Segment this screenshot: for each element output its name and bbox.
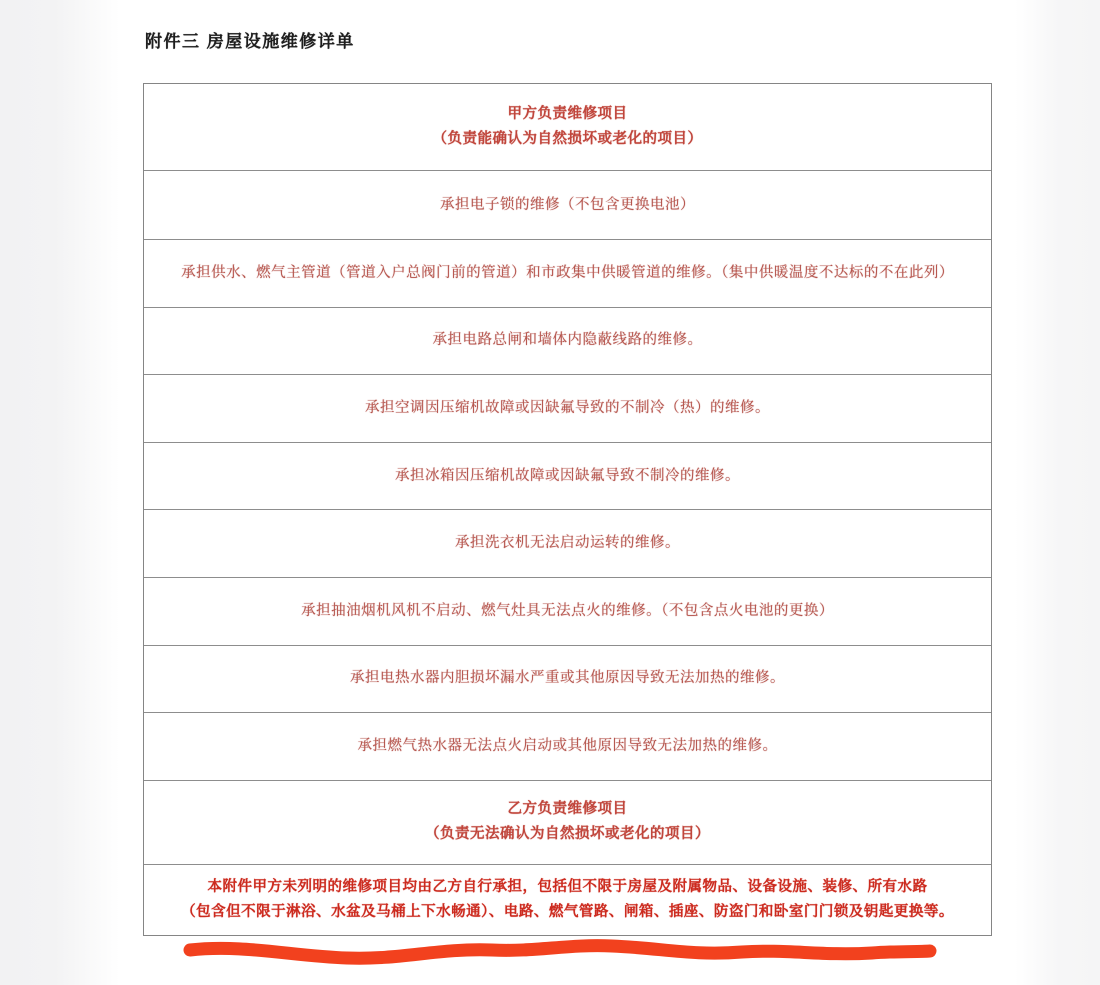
table-row — [144, 442, 991, 510]
red-marker-underline-icon — [182, 936, 938, 970]
maintenance-table — [143, 83, 992, 936]
table-row — [144, 645, 991, 713]
row-text: 承担电热水器内胆损坏漏水严重或其他原因导致无法加热的维修。 — [350, 670, 785, 687]
table-row — [144, 307, 991, 375]
table-row — [144, 577, 991, 645]
row-text: 承担电子锁的维修（不包含更换电池） — [440, 196, 695, 213]
table-row-footer-note — [144, 864, 991, 935]
table-row — [144, 374, 991, 442]
page-title: 附件三 房屋设施维修详单 — [145, 32, 355, 51]
table-row — [144, 509, 991, 577]
table-row — [144, 239, 991, 307]
row-text: 承担冰箱因压缩机故障或因缺氟导致不制冷的维修。 — [395, 467, 740, 484]
row-text: 承担抽油烟机风机不启动、燃气灶具无法点火的维修。（不包含点火电池的更换） — [301, 602, 834, 619]
row-text: 承担洗衣机无法启动运转的维修。 — [455, 535, 680, 552]
row-text: 承担燃气热水器无法点火启动或其他原因导致无法加热的维修。 — [357, 737, 778, 754]
table-row-party-a-header — [144, 84, 991, 170]
row-text: （包含但不限于淋浴、水盆及马桶上下水畅通）、电路、燃气管路、闸箱、插座、防盗门和卧室门门锁及钥匙更换等。 — [181, 903, 954, 920]
row-text: （负责无法确认为自然损坏或老化的项目） — [425, 826, 710, 843]
row-text: 承担空调因压缩机故障或因缺氟导致的不制冷（热）的维修。 — [365, 399, 770, 416]
row-text: 本附件甲方未列明的维修项目均由乙方自行承担，包括但不限于房屋及附属物品、设备设施、装修、所有水路 — [207, 878, 928, 895]
row-text: 甲方负责维修项目 — [507, 106, 628, 122]
table-row-party-b-header — [144, 780, 991, 864]
row-text: 承担电路总闸和墙体内隐蔽线路的维修。 — [432, 332, 703, 349]
table-row — [144, 170, 991, 239]
row-text: 承担供水、燃气主管道（管道入户总阀门前的管道）和市政集中供暖管道的维修。（集中供暖温度不达标的不在此列） — [181, 264, 954, 281]
row-text: 乙方负责维修项目 — [507, 801, 628, 818]
table-row — [144, 712, 991, 780]
row-text: （负责能确认为自然损坏或老化的项目） — [432, 131, 703, 147]
